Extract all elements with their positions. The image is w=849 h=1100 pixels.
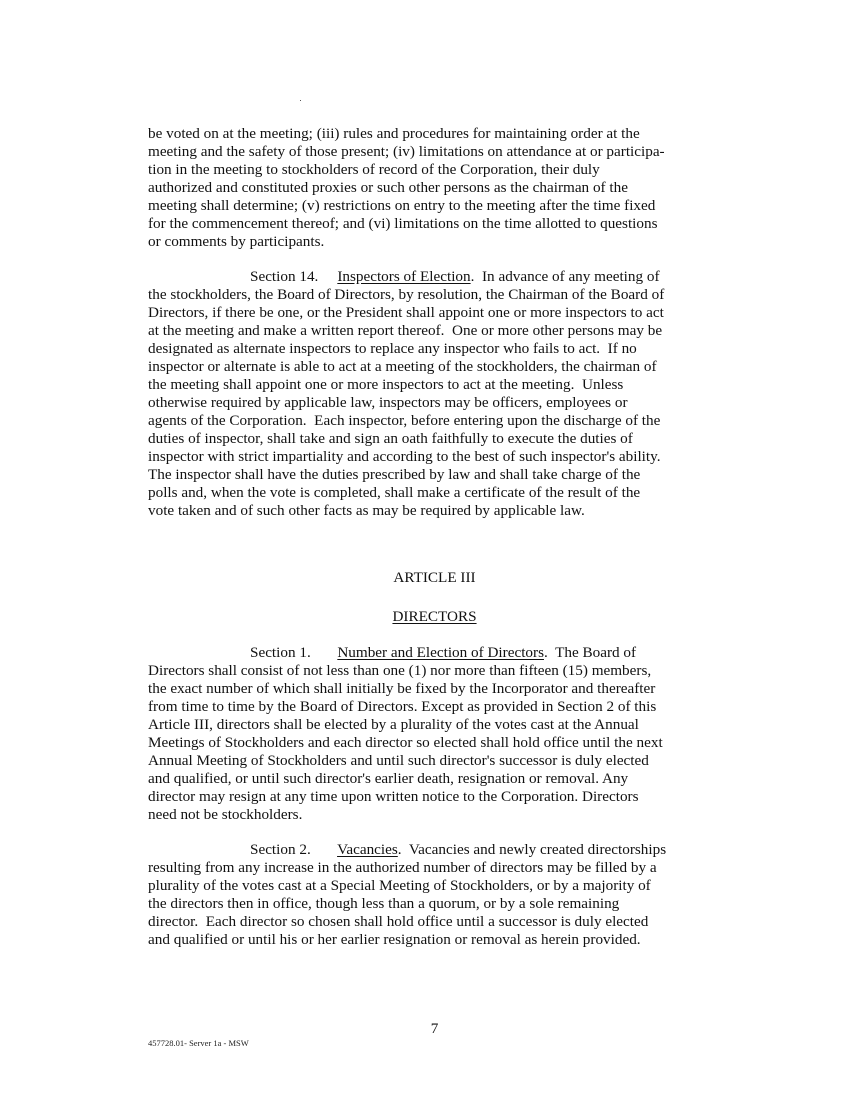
text-line: the meeting shall appoint one or more inspectors to act at the meeting. Unless — [148, 376, 624, 393]
text-line: Article III, directors shall be elected by a plurality of the votes cast at the Annual — [148, 716, 639, 733]
section-title: Inspectors of Election — [337, 268, 471, 285]
section-title: Vacancies — [337, 841, 398, 858]
text-line: the stockholders, the Board of Directors, by resolution, the Chairman of the Board of — [148, 286, 665, 303]
text-line: Annual Meeting of Stockholders and until such director's successor is duly elected — [148, 752, 649, 769]
text-line: polls and, when the vote is completed, shall make a certificate of the result of the — [148, 484, 641, 501]
section-first-line-tail: . The Board of — [543, 644, 637, 661]
section-first-line-tail: . Vacancies and newly created directorships — [397, 841, 667, 858]
text-line: be voted on at the meeting; (iii) rules and procedures for maintaining order at the — [148, 125, 640, 142]
text-line: Directors shall consist of not less than one (1) nor more than fifteen (15) members, — [148, 662, 652, 679]
section-label: Section 2. — [250, 841, 311, 858]
text-line: or comments by participants. — [148, 233, 325, 250]
text-line: The inspector shall have the duties prescribed by law and shall take charge of the — [148, 466, 641, 483]
article-title-text: DIRECTORS — [392, 608, 477, 625]
text-line: at the meeting and make a written report thereof. One or more other persons may be — [148, 322, 663, 339]
text-line: agents of the Corporation. Each inspector, before entering upon the discharge of the — [148, 412, 661, 429]
text-line: Meetings of Stockholders and each director so elected shall hold office until the next — [148, 734, 663, 751]
text-line: and qualified, or until such director's earlier death, resignation or removal. Any — [148, 770, 629, 787]
text-line: plurality of the votes cast at a Special Meeting of Stockholders, or by a majority of — [148, 877, 651, 894]
section-heading-line — [250, 644, 636, 662]
text-line: inspector or alternate is able to act at a meeting of the stockholders, the chairman of — [148, 358, 657, 375]
text-line: and qualified or until his or her earlier resignation or removal as herein provided. — [148, 931, 641, 948]
section-label: Section 1. — [250, 644, 311, 661]
text-line: duties of inspector, shall take and sign an oath faithfully to execute the duties of — [148, 430, 633, 447]
section-heading-line — [250, 841, 666, 859]
section-title: Number and Election of Directors — [337, 644, 544, 661]
article-number: ARTICLE III — [393, 569, 476, 586]
text-line: director may resign at any time upon written notice to the Corporation. Directors — [148, 788, 639, 805]
text-line: the directors then in office, though less than a quorum, or by a sole remaining — [148, 895, 620, 912]
section-heading-line — [250, 268, 660, 286]
text-line: tion in the meeting to stockholders of record of the Corporation, their duly — [148, 161, 600, 178]
text-line: director. Each director so chosen shall hold office until a successor is duly elected — [148, 913, 649, 930]
text-line: inspector with strict impartiality and according to the best of such inspector's ability. — [148, 448, 661, 465]
article-title — [0, 608, 849, 626]
text-line: from time to time by the Board of Directors. Except as provided in Section 2 of this — [148, 698, 657, 715]
text-line: need not be stockholders. — [148, 806, 303, 823]
text-line: the exact number of which shall initially be fixed by the Incorporator and thereafter — [148, 680, 656, 697]
text-line: otherwise required by applicable law, inspectors may be officers, employees or — [148, 394, 628, 411]
section-first-line-tail: . In advance of any meeting of — [470, 268, 660, 285]
scan-speck — [300, 100, 301, 101]
text-line: vote taken and of such other facts as may be required by applicable law. — [148, 502, 585, 519]
text-line: authorized and constituted proxies or such other persons as the chairman of the — [148, 179, 628, 196]
text-line: for the commencement thereof; and (vi) limitations on the time allotted to questions — [148, 215, 658, 232]
page-number: 7 — [430, 1020, 439, 1037]
text-line: Directors, if there be one, or the President shall appoint one or more inspectors to act — [148, 304, 664, 321]
text-line: resulting from any increase in the authorized number of directors may be filled by a — [148, 859, 657, 876]
text-line: meeting shall determine; (v) restrictions on entry to the meeting after the time fixed — [148, 197, 656, 214]
document-footer-id: 457728.01- Server 1a - MSW — [148, 1038, 249, 1048]
text-line: designated as alternate inspectors to replace any inspector who fails to act. If no — [148, 340, 637, 357]
text-line: meeting and the safety of those present; (iv) limitations on attendance at or participa- — [148, 143, 665, 160]
section-label: Section 14. — [250, 268, 319, 285]
